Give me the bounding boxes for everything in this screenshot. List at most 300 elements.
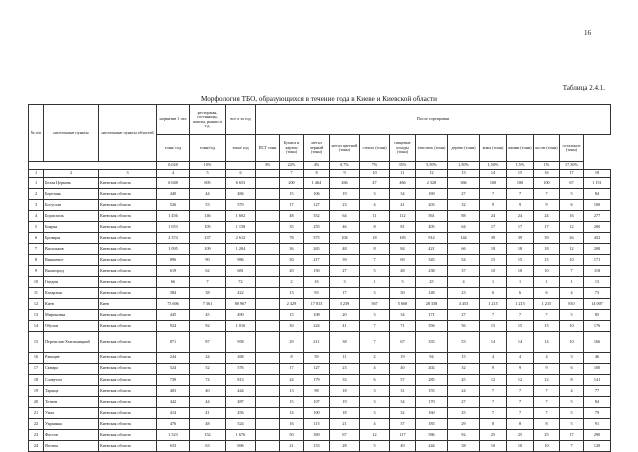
district-cell: Киевская область: [99, 266, 157, 277]
wood-cell: 8: [480, 418, 507, 429]
settlement-cell: Белая Церковь: [44, 178, 99, 189]
header-stones: камни (тонн): [507, 135, 534, 162]
nonferrous-cell: 4: [360, 200, 390, 211]
pst-cell: 15: [280, 310, 304, 321]
row-number-cell: 6: [29, 233, 44, 244]
table-row: [29, 299, 611, 310]
row-number-cell: 4: [29, 211, 44, 222]
food-cell: 94: [416, 352, 448, 363]
nonferrous-cell: 8: [360, 244, 390, 255]
textile-cell: 25: [448, 407, 480, 418]
row-number-cell: 16: [29, 352, 44, 363]
restaurants-cell: 605: [190, 178, 226, 189]
bones-cell: 8: [560, 374, 584, 385]
restaurants-cell: 41: [190, 407, 226, 418]
district-cell: Киевская область: [99, 255, 157, 266]
food-cell: 202: [416, 363, 448, 374]
restaurants-cell: 87: [190, 332, 226, 352]
wood-cell: 7: [480, 396, 507, 407]
ferrous-cell: 3: [330, 277, 360, 288]
other-cell: 14 007: [584, 299, 611, 310]
header-no: № п/п: [29, 105, 44, 162]
stones-cell: 7: [534, 407, 560, 418]
restaurants-cell: 40: [190, 385, 226, 396]
blank-cell: [256, 429, 280, 440]
leather-cell: 7: [507, 310, 534, 321]
leather-cell: 24: [507, 211, 534, 222]
header-unit-restaurants: тонн/год: [190, 135, 226, 162]
settlement-cell: Фастов: [44, 429, 99, 440]
glass-cell: 81: [390, 222, 416, 233]
restaurants-cell: 105: [190, 222, 226, 233]
leather-cell: 8: [507, 418, 534, 429]
total-cell: 813: [226, 374, 256, 385]
paper-cell: 153: [304, 440, 330, 451]
district-cell: Киевская область: [99, 222, 157, 233]
glass-cell: 32: [390, 407, 416, 418]
share-cell: 0,7%: [330, 162, 360, 170]
ferrous-cell: 17: [330, 288, 360, 299]
header-settlement: населенные пункты: [44, 105, 99, 162]
other-cell: 452: [584, 233, 611, 244]
header-glass: стекло (тонн): [360, 135, 390, 162]
paper-cell: 16: [304, 277, 330, 288]
blank-cell: [256, 288, 280, 299]
district-cell: Киевская область: [99, 310, 157, 321]
other-cell: 84: [584, 189, 611, 200]
table-header: [29, 105, 611, 178]
row-number-cell: 9: [29, 266, 44, 277]
paper-cell: 217: [304, 255, 330, 266]
pst-cell: 13: [280, 288, 304, 299]
pst-cell: 15: [280, 396, 304, 407]
total-cell: 986: [226, 255, 256, 266]
nonferrous-cell: 3: [360, 407, 390, 418]
glass-cell: 69: [390, 255, 416, 266]
pst-cell: 30: [280, 255, 304, 266]
restaurants-cell: 63: [190, 440, 226, 451]
blank-cell: [256, 222, 280, 233]
nonferrous-cell: 12: [360, 429, 390, 440]
district-cell: Киевская область: [99, 385, 157, 396]
ferrous-cell: 28: [330, 440, 360, 451]
blank-cell: [256, 374, 280, 385]
nonferrous-cell: 18: [360, 233, 390, 244]
paper-cell: 100: [304, 407, 330, 418]
textile-cell: 29: [448, 418, 480, 429]
blank-cell: [256, 200, 280, 211]
bones-cell: 16: [560, 211, 584, 222]
norm-cell: 526: [157, 200, 190, 211]
pst-cell: 78: [280, 233, 304, 244]
textile-cell: 366: [448, 178, 480, 189]
restaurants-cell: 44: [190, 396, 226, 407]
table-row: [29, 255, 611, 266]
restaurants-cell: 44: [190, 189, 226, 200]
district-cell: Киевская область: [99, 277, 157, 288]
norm-cell: 739: [157, 374, 190, 385]
textile-cell: 32: [448, 200, 480, 211]
other-cell: 290: [584, 429, 611, 440]
ferrous-cell: 41: [330, 321, 360, 332]
other-cell: 171: [584, 255, 611, 266]
bones-cell: 6: [560, 200, 584, 211]
pst-cell: 13: [280, 385, 304, 396]
bones-cell: 5: [560, 189, 584, 200]
total-cell: 444: [226, 385, 256, 396]
row-number-cell: 24: [29, 440, 44, 451]
row-number-cell: 23: [29, 429, 44, 440]
district-cell: Киевская область: [99, 396, 157, 407]
blank-cell: [256, 233, 280, 244]
row-number-cell: 22: [29, 418, 44, 429]
ferrous-cell: 67: [330, 429, 360, 440]
blank-cell: [256, 266, 280, 277]
blank-cell: [256, 385, 280, 396]
index-cell: 5: [190, 170, 226, 178]
glass-cell: 71: [390, 321, 416, 332]
header-other: остальное (тонн): [560, 135, 584, 162]
food-cell: 914: [416, 233, 448, 244]
food-cell: 170: [416, 396, 448, 407]
textile-cell: 92: [448, 429, 480, 440]
paper-cell: 108: [304, 310, 330, 321]
other-cell: 91: [584, 418, 611, 429]
pst-cell: 24: [280, 374, 304, 385]
ferrous-cell: 20: [330, 310, 360, 321]
paper-cell: 59: [304, 352, 330, 363]
norm-cell: 896: [157, 255, 190, 266]
wood-cell: 10: [480, 266, 507, 277]
ferrous-cell: 104: [330, 233, 360, 244]
settlement-cell: Узин: [44, 407, 99, 418]
ferrous-cell: 33: [330, 374, 360, 385]
table-row: [29, 332, 611, 352]
district-cell: Киевская область: [99, 374, 157, 385]
paper-cell: 127: [304, 363, 330, 374]
pst-cell: 200: [280, 178, 304, 189]
stones-cell: 15: [534, 321, 560, 332]
food-cell: 183: [416, 418, 448, 429]
restaurants-cell: 62: [190, 266, 226, 277]
textile-cell: 23: [448, 288, 480, 299]
glass-cell: 37: [390, 418, 416, 429]
index-cell: 16: [534, 170, 560, 178]
nonferrous-cell: 5: [360, 266, 390, 277]
other-cell: 46: [584, 352, 611, 363]
norm-cell: 1 523: [157, 429, 190, 440]
wood-cell: 15: [480, 255, 507, 266]
index-cell: 4: [157, 170, 190, 178]
blank-cell: [256, 255, 280, 266]
textile-cell: 37: [448, 266, 480, 277]
norm-cell: 1 053: [157, 222, 190, 233]
restaurants-cell: 90: [190, 255, 226, 266]
textile-cell: 27: [448, 310, 480, 321]
stones-cell: 18: [534, 244, 560, 255]
wood-cell: 39: [480, 233, 507, 244]
paper-cell: 224: [304, 321, 330, 332]
stones-cell: 4: [534, 352, 560, 363]
stones-cell: 1: [534, 277, 560, 288]
wood-cell: 7: [480, 385, 507, 396]
bones-cell: 5: [560, 310, 584, 321]
index-cell: 15: [507, 170, 534, 178]
textile-cell: 88: [448, 211, 480, 222]
row-number-cell: 17: [29, 363, 44, 374]
row-number-cell: 7: [29, 244, 44, 255]
stones-cell: 7: [534, 189, 560, 200]
bones-cell: 5: [560, 407, 584, 418]
ferrous-cell: 23: [330, 200, 360, 211]
stones-cell: 14: [534, 332, 560, 352]
norm-cell: 442: [157, 396, 190, 407]
ferrous-cell: 18: [330, 407, 360, 418]
textile-cell: 27: [448, 396, 480, 407]
glass-cell: 30: [390, 288, 416, 299]
paper-cell: 107: [304, 396, 330, 407]
table-caption: Таблица 2.4.1.: [562, 84, 605, 92]
district-cell: Киевская область: [99, 211, 157, 222]
textile-cell: 144: [448, 233, 480, 244]
wood-cell: 18: [480, 244, 507, 255]
index-cell: 12: [416, 170, 448, 178]
table-row: [29, 211, 611, 222]
header-unit-norm: тонн/ год: [157, 135, 190, 162]
food-cell: 244: [416, 440, 448, 451]
other-cell: 176: [584, 321, 611, 332]
stones-cell: 24: [534, 211, 560, 222]
total-cell: 484: [226, 189, 256, 200]
leather-cell: 7: [507, 407, 534, 418]
restaurants-cell: 146: [190, 211, 226, 222]
bones-cell: 17: [560, 429, 584, 440]
index-row: [29, 170, 611, 178]
table-row: [29, 200, 611, 211]
restaurants-cell: 38: [190, 288, 226, 299]
row-number-cell: 10: [29, 277, 44, 288]
pst-cell: 2: [280, 277, 304, 288]
ferrous-cell: 23: [330, 363, 360, 374]
index-cell: 18: [584, 170, 611, 178]
leather-cell: 7: [507, 396, 534, 407]
glass-cell: 31: [390, 385, 416, 396]
food-cell: 345: [416, 255, 448, 266]
header-textile: текстиль (тонн): [416, 135, 448, 162]
bones-cell: 67: [560, 178, 584, 189]
settlement-cell: Славутич: [44, 374, 99, 385]
textile-cell: 27: [448, 189, 480, 200]
wood-cell: 4: [480, 352, 507, 363]
norm-cell: 440: [157, 189, 190, 200]
header-pst: ПСТ тонн: [256, 135, 280, 162]
index-cell: 2: [44, 170, 99, 178]
share-cell: 0,028: [157, 162, 190, 170]
share-cell: 5,50%: [416, 162, 448, 170]
leather-cell: 4: [507, 352, 534, 363]
leather-cell: 7: [507, 385, 534, 396]
glass-cell: 84: [390, 244, 416, 255]
table-row: [29, 189, 611, 200]
paper-cell: 255: [304, 222, 330, 233]
nonferrous-cell: 3: [360, 288, 390, 299]
index-cell: 11: [390, 170, 416, 178]
table-row: [29, 385, 611, 396]
pst-cell: 17: [280, 200, 304, 211]
total-cell: 958: [226, 332, 256, 352]
table-row: [29, 266, 611, 277]
pst-cell: 30: [280, 321, 304, 332]
bones-cell: 3: [560, 352, 584, 363]
stones-cell: 17: [534, 222, 560, 233]
district-cell: Киевская область: [99, 321, 157, 332]
settlement-cell: Бровары: [44, 233, 99, 244]
header-norm: норматив 1 чел: [157, 105, 190, 135]
district-cell: Киевская область: [99, 418, 157, 429]
other-cell: 118: [584, 266, 611, 277]
blank-cell: [256, 407, 280, 418]
nonferrous-cell: 5: [360, 440, 390, 451]
food-cell: 335: [416, 332, 448, 352]
pst-cell: 35: [280, 222, 304, 233]
total-cell: 487: [226, 396, 256, 407]
food-cell: 561: [416, 211, 448, 222]
row-number-cell: 12: [29, 299, 44, 310]
header-food: пищевые отходы (тонн): [390, 135, 416, 162]
paper-cell: 369: [304, 429, 330, 440]
morphology-table: [28, 104, 611, 452]
table-row: [29, 429, 611, 440]
nonferrous-cell: 2: [360, 352, 390, 363]
food-cell: 285: [416, 374, 448, 385]
index-cell: 14: [480, 170, 507, 178]
header-paper: Бумага и картон (тонн): [280, 135, 304, 162]
district-cell: Киевская область: [99, 352, 157, 363]
stones-cell: 7: [534, 396, 560, 407]
restaurants-cell: 7 361: [190, 299, 226, 310]
stones-cell: 7: [534, 310, 560, 321]
norm-cell: 924: [157, 321, 190, 332]
nonferrous-cell: 6: [360, 374, 390, 385]
header-after-sorting: После сортировки: [256, 105, 611, 135]
other-cell: 85: [584, 310, 611, 321]
ferrous-cell: 266: [330, 178, 360, 189]
share-cell: [226, 162, 256, 170]
district-cell: Киев: [99, 299, 157, 310]
share-cell: 17,30%: [560, 162, 584, 170]
leather-cell: 25: [507, 429, 534, 440]
food-cell: 586: [416, 429, 448, 440]
wood-cell: 9: [480, 363, 507, 374]
index-cell: 6: [226, 170, 256, 178]
ferrous-cell: 46: [330, 222, 360, 233]
leather-cell: 10: [507, 266, 534, 277]
bones-cell: 5: [560, 418, 584, 429]
header-restaurants: рестораны, гостиницы, школы, рынки и т.д.: [190, 105, 226, 135]
wood-cell: 17: [480, 222, 507, 233]
textile-cell: 54: [448, 255, 480, 266]
nonferrous-cell: 7: [360, 255, 390, 266]
blank-cell: [256, 440, 280, 451]
table-body: [29, 178, 611, 452]
blank-cell: [256, 396, 280, 407]
blank-cell: [256, 244, 280, 255]
restaurants-cell: 45: [190, 310, 226, 321]
bones-cell: 26: [560, 233, 584, 244]
nonferrous-cell: 4: [360, 363, 390, 374]
ferrous-cell: 11: [330, 352, 360, 363]
restaurants-cell: 237: [190, 233, 226, 244]
settlement-cell: Яготин: [44, 440, 99, 451]
stones-cell: 100: [534, 178, 560, 189]
pst-cell: 50: [280, 429, 304, 440]
total-cell: 681: [226, 266, 256, 277]
textile-cell: 38: [448, 440, 480, 451]
textile-cell: 4 453: [448, 299, 480, 310]
restaurants-cell: 52: [190, 363, 226, 374]
glass-cell: 48: [390, 266, 416, 277]
header-unit-total: тонн/ год: [226, 135, 256, 162]
wood-cell: 1: [480, 277, 507, 288]
total-cell: 490: [226, 310, 256, 321]
share-cell: 35%: [390, 162, 416, 170]
textile-cell: 24: [448, 385, 480, 396]
row-number-cell: 1: [29, 178, 44, 189]
settlement-cell: Вишневое: [44, 255, 99, 266]
index-cell: 3: [99, 170, 157, 178]
pst-cell: 21: [280, 440, 304, 451]
norm-cell: 871: [157, 332, 190, 352]
paper-cell: 352: [304, 211, 330, 222]
settlement-cell: Васильков: [44, 244, 99, 255]
paper-cell: 265: [304, 244, 330, 255]
wood-cell: 6: [480, 288, 507, 299]
paper-cell: 179: [304, 374, 330, 385]
blank-cell: [256, 352, 280, 363]
settlement-cell: Березань: [44, 189, 99, 200]
bones-cell: 6: [560, 363, 584, 374]
paper-cell: 98: [304, 385, 330, 396]
bones-cell: 12: [560, 222, 584, 233]
header-total-per-year: все о за год: [226, 105, 256, 135]
other-cell: 277: [584, 211, 611, 222]
index-cell: 7: [280, 170, 304, 178]
district-cell: Киевская область: [99, 178, 157, 189]
share-row: [29, 162, 611, 170]
blank-cell: [256, 178, 280, 189]
paper-cell: 211: [304, 332, 330, 352]
table-row: [29, 178, 611, 189]
total-cell: 1 204: [226, 244, 256, 255]
header-bones: кости (тонн): [534, 135, 560, 162]
paper-cell: 93: [304, 288, 330, 299]
bones-cell: 10: [560, 332, 584, 352]
wood-cell: 100: [480, 178, 507, 189]
header-leather: кожа (тонн): [480, 135, 507, 162]
textile-cell: 66: [448, 244, 480, 255]
blank-cell: [256, 189, 280, 200]
leather-cell: 1: [507, 277, 534, 288]
textile-cell: 56: [448, 321, 480, 332]
ferrous-cell: 39: [330, 255, 360, 266]
food-cell: 203: [416, 200, 448, 211]
blank-cell: [256, 310, 280, 321]
row-number-cell: 3: [29, 200, 44, 211]
share-cell: 1,5%: [507, 162, 534, 170]
row-number-cell: 8: [29, 255, 44, 266]
wood-cell: 12: [480, 374, 507, 385]
settlement-cell: Гнедин: [44, 277, 99, 288]
